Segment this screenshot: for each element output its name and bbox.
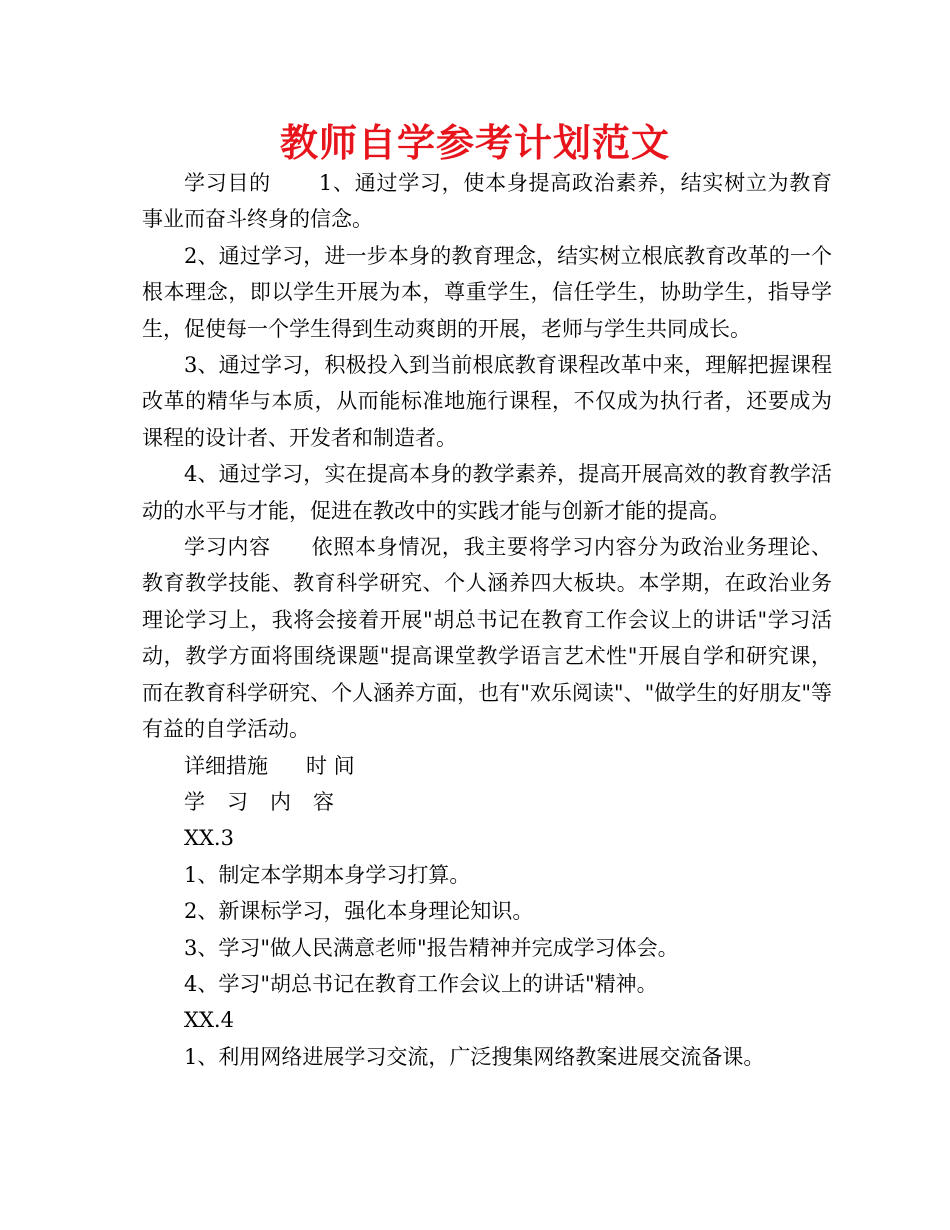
month-2: XX.4 bbox=[184, 1008, 234, 1033]
list-item: 4、学习"胡总书记在教育工作会议上的讲话"精神。 bbox=[184, 971, 658, 996]
content-header-line bbox=[142, 784, 832, 820]
measures-line bbox=[142, 748, 832, 784]
document-title: 教师自学参考计划范文 bbox=[279, 121, 670, 165]
month-1: XX.3 bbox=[184, 826, 234, 851]
measures-label: 详细措施 bbox=[184, 753, 268, 778]
goal-paragraph-2: 2、通过学习，进一步本身的教育理念，结实树立根底教育改革的一个根本理念，即以学生开展为本，尊重学生，信任学生，协助学生，指导学生，促使每一个学生得到生动爽朗的开展，老师与学生共同成长。 bbox=[142, 243, 832, 341]
content-label: 学习内容 bbox=[184, 535, 271, 560]
list-item: 1、利用网络进展学习交流，广泛搜集网络教案进展交流备课。 bbox=[184, 1044, 765, 1069]
goal-paragraph-4: 4、通过学习，实在提高本身的教学素养，提高开展高效的教育教学活动的水平与才能，促进在教改中的实践才能与创新才能的提高。 bbox=[142, 462, 832, 523]
list-item: 3、学习"做人民满意老师"报告精神并完成学习体会。 bbox=[184, 935, 679, 960]
goal-label: 学习目的 bbox=[184, 171, 271, 195]
document-body bbox=[142, 165, 832, 1075]
list-item: 2、新课标学习，强化本身理论知识。 bbox=[184, 899, 534, 924]
goal-paragraph-1 bbox=[142, 165, 832, 238]
content-header: 学习内容 bbox=[184, 789, 356, 814]
goal-1-text: 1、通过学习，使本身提高政治素养，结实树立为教育事业而奋斗终身的信念。 bbox=[142, 171, 833, 232]
list-item: 1、制定本学期本身学习打算。 bbox=[184, 862, 471, 887]
content-paragraph bbox=[142, 529, 832, 747]
time-label: 时 间 bbox=[306, 753, 355, 778]
content-text: 依照本身情况，我主要将学习内容分为政治业务理论、教育教学技能、教育科学研究、个人涵养四大板块。本学期，在政治业务理论学习上，我将会接着开展"胡总书记在教育工作会议上的讲话"学习活动，教学方面将围绕课题"提高课堂教学语言艺术性"开展自学和研究课，而在教育科学研究、个人涵养方面，也有"欢乐阅读"、"做学生的好朋友"等有益的自学活动。 bbox=[142, 535, 833, 742]
goal-paragraph-3: 3、通过学习，积极投入到当前根底教育课程改革中来，理解把握课程改革的精华与本质，从而能标准地施行课程，不仅成为执行者，还要成为课程的设计者、开发者和制造者。 bbox=[142, 353, 832, 450]
